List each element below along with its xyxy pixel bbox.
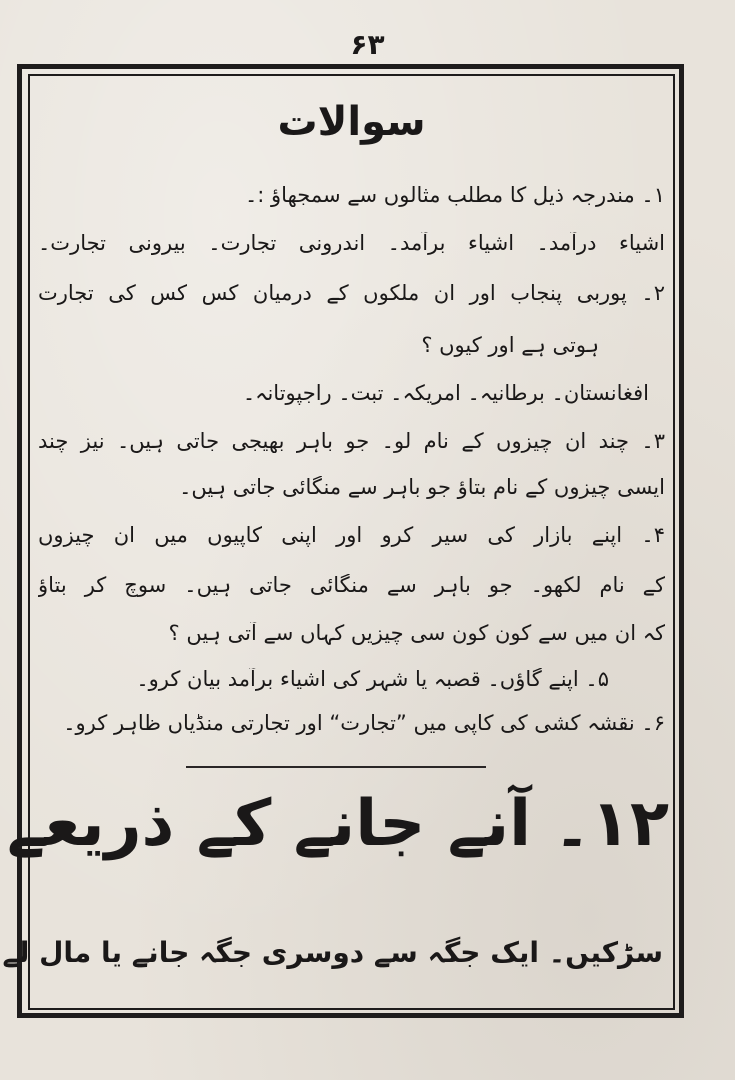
section-divider	[186, 766, 486, 768]
question-1-line-2: اشیاء درآمد۔ اشیاء برآمد۔ اندرونی تجارت۔ بیرونی تجارت۔	[38, 232, 665, 255]
question-6-line-1: ۶۔ نقشہ کشی کی کاپی میں ”تجارت“ اور تجارتی منڈیاں ظاہر کرو۔	[63, 712, 665, 735]
question-2-line-3: افغانستان۔ برطانیہ۔ امریکہ۔ تبت۔ راجپوتانہ۔	[242, 382, 649, 405]
question-4-line-3: کہ ان میں سے کون کون سی چیزیں کہاں سے آتی ہیں ؟	[168, 622, 665, 645]
page-number: ۶۳	[350, 28, 385, 61]
question-1-line-1: ۱۔ مندرجہ ذیل کا مطلب مثالوں سے سمجھاؤ :۔	[244, 184, 665, 207]
chapter-title: ۱۲۔ آنے جانے کے ذریعے	[7, 787, 669, 861]
question-2-line-1: ۲۔ پوربی پنجاب اور ان ملکوں کے درمیان کس کس کی تجارت	[38, 282, 665, 305]
question-3-line-1: ۳۔ چند ان چیزوں کے نام لو۔ جو باہر بھیجی جاتی ہیں۔ نیز چند	[38, 430, 665, 453]
page-content	[2, 80, 669, 1005]
question-5-line-1: ۵۔ اپنے گاؤں۔ قصبہ یا شہر کی اشیاء برآمد بیان کرو۔	[136, 668, 609, 691]
body-text-line: سڑکیں۔ ایک جگہ سے دوسری جگہ جانے یا مال لے	[2, 936, 663, 969]
section-heading: سوالات	[277, 99, 426, 145]
question-2-line-2: ہوتی ہے اور کیوں ؟	[421, 334, 599, 357]
question-4-line-1: ۴۔ اپنے بازار کی سیر کرو اور اپنی کاپیوں میں ان چیزوں	[38, 524, 665, 547]
question-3-line-2: ایسی چیزوں کے نام بتاؤ جو باہر سے منگائی جاتی ہیں۔	[179, 476, 665, 499]
question-4-line-2: کے نام لکھو۔ جو باہر سے منگائی جاتی ہیں۔ سوچ کر بتاؤ	[38, 574, 665, 597]
